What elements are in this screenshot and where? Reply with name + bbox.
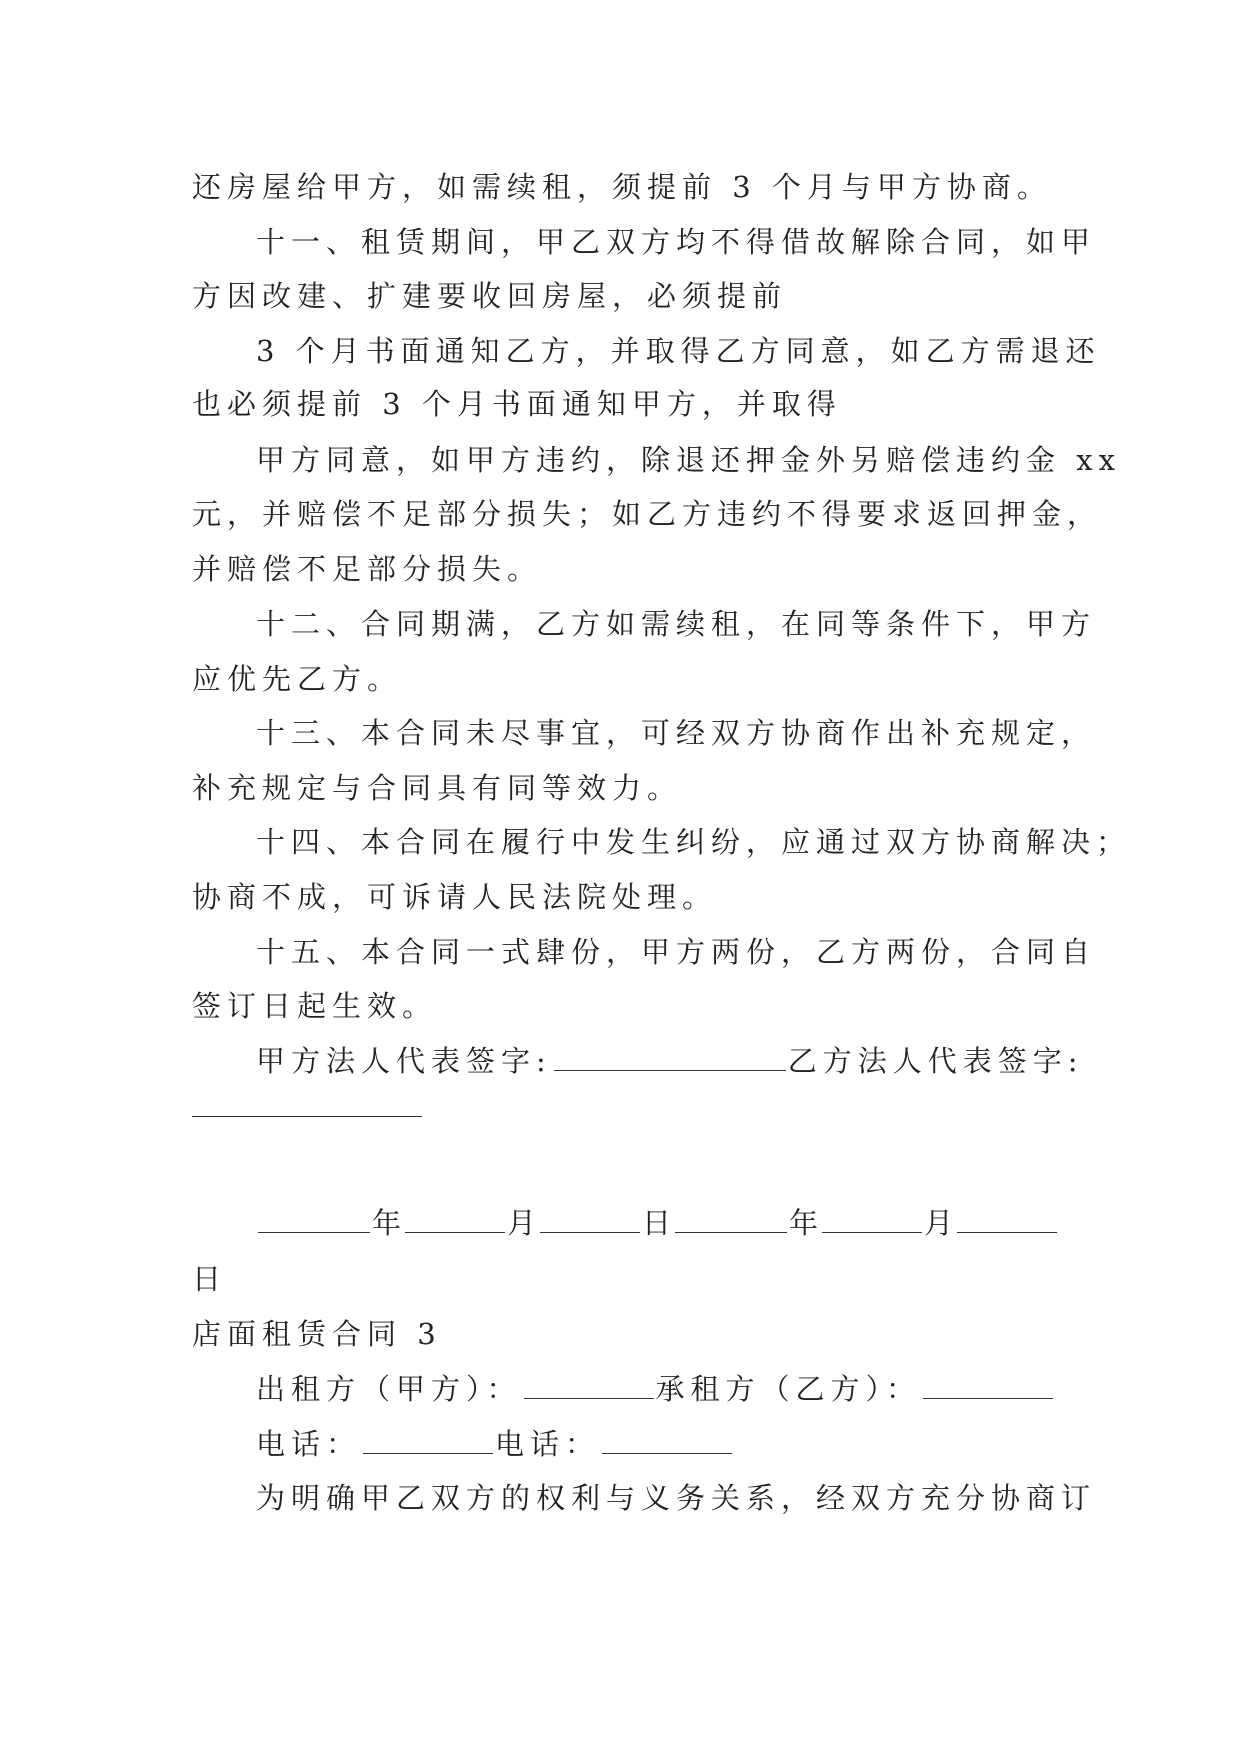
date-blank — [258, 1206, 370, 1233]
party-b-signature-label: 乙方法人代表签字: — [787, 1044, 1084, 1078]
date-year-label: 年 — [372, 1206, 404, 1240]
body-line: 签订日起生效。 — [192, 989, 438, 1023]
date-day-label: 日 — [642, 1206, 674, 1240]
date-blank — [540, 1206, 640, 1233]
clause-12-line: 十二、合同期满，乙方如需续租，在同等条件下，甲方 — [256, 607, 1097, 641]
clause-15-line: 十五、本合同一式肆份，甲方两份，乙方两份，合同自 — [256, 935, 1097, 969]
date-blank — [957, 1206, 1057, 1233]
lessee-label: 承租方（乙方）： — [655, 1372, 922, 1406]
lessee-blank — [923, 1372, 1053, 1399]
lessee-phone-label: 电话： — [495, 1427, 601, 1461]
intro-line: 为明确甲乙双方的权利与义务关系，经双方充分协商订 — [256, 1481, 1097, 1515]
signature-row — [256, 1041, 1084, 1081]
lessor-blank — [524, 1372, 654, 1399]
clause-13-line: 十三、本合同未尽事宜，可经双方协商作出补充规定， — [256, 716, 1097, 750]
date-day-wrap: 日 — [192, 1262, 228, 1296]
body-line: 也必须提前 3 个月书面通知甲方，并取得 — [192, 387, 842, 421]
lessee-phone-blank — [602, 1427, 732, 1454]
date-blank — [405, 1206, 505, 1233]
body-line: 元，并赔偿不足部分损失；如乙方违约不得要求返回押金， — [192, 497, 1103, 531]
phones-row — [256, 1424, 734, 1464]
lessor-label: 出租方（甲方）： — [256, 1372, 522, 1406]
date-year-label: 年 — [789, 1206, 821, 1240]
party-b-signature-blank — [192, 1090, 422, 1117]
clause-14-line: 十四、本合同在履行中发生纠纷，应通过双方协商解决； — [256, 825, 1132, 859]
clause-11-line: 十一、租赁期间，甲乙双方均不得借故解除合同，如甲 — [256, 225, 1097, 259]
party-b-signature-blank-row — [192, 1087, 424, 1127]
parties-row — [256, 1369, 1055, 1409]
contract-title: 店面租赁合同 3 — [192, 1317, 442, 1351]
body-line: 协商不成，可诉请人民法院处理。 — [192, 880, 718, 914]
date-row — [256, 1203, 1059, 1243]
lessor-phone-label: 电话： — [256, 1427, 362, 1461]
body-line: 方因改建、扩建要收回房屋，必须提前 — [192, 279, 788, 313]
date-month-label: 月 — [924, 1206, 956, 1240]
party-a-signature-blank — [554, 1044, 786, 1071]
date-month-label: 月 — [507, 1206, 539, 1240]
date-blank — [675, 1206, 787, 1233]
body-line: 3 个月书面通知乙方，并取得乙方同意，如乙方需退还 — [256, 334, 1101, 368]
party-a-signature-label: 甲方法人代表签字: — [256, 1044, 552, 1078]
body-line: 还房屋给甲方，如需续租，须提前 3 个月与甲方协商。 — [192, 170, 1052, 204]
body-line: 应优先乙方。 — [192, 662, 403, 696]
body-line: 甲方同意，如甲方违约，除退还押金外另赔偿违约金 xx — [256, 443, 1121, 477]
body-line: 并赔偿不足部分损失。 — [192, 552, 543, 586]
lessor-phone-blank — [363, 1427, 493, 1454]
body-line: 补充规定与合同具有同等效力。 — [192, 771, 683, 805]
date-blank — [822, 1206, 922, 1233]
